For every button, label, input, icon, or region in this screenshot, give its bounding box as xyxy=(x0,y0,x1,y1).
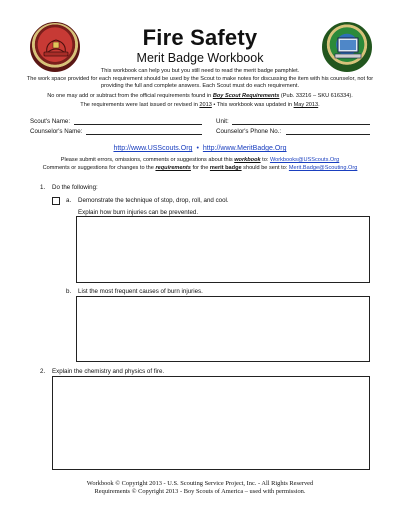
unit-field[interactable] xyxy=(232,124,370,125)
counselor-phone-label: Counselor's Phone No.: xyxy=(216,128,282,135)
merit-badge-email-link[interactable]: Merit.Badge@Scouting.Org xyxy=(288,165,358,171)
requirement-1b-text: List the most frequent causes of burn injuries. xyxy=(78,288,203,295)
requirement-1a-checkbox[interactable] xyxy=(52,197,60,205)
intro-line-5: The requirements were last issued or revised in 2013 • This workbook was updated in May 2013. xyxy=(80,102,320,108)
requirement-1a-letter: a. xyxy=(66,197,72,204)
scout-name-field[interactable] xyxy=(74,124,202,125)
requirement-2-answer-box[interactable] xyxy=(52,376,370,470)
intro-line-4: No one may add or subtract from the official requirements found in Boy Scout Requirements (Pub. 33216 – SKU 616334). xyxy=(47,93,353,99)
usscouts-link[interactable]: http://www.USScouts.Org xyxy=(113,145,193,152)
requirement-1a-text: Demonstrate the technique of stop, drop, roll, and cool. xyxy=(78,197,229,204)
workbooks-email-link[interactable]: Workbooks@USScouts.Org xyxy=(269,157,340,163)
requirement-1a-answer-box[interactable] xyxy=(76,216,370,283)
meritbadge-link[interactable]: http://www.MeritBadge.Org xyxy=(202,145,287,152)
scout-name-label: Scout's Name: xyxy=(30,118,71,125)
footer-copyright-workbook: Workbook © Copyright 2013 - U.S. Scouting Service Project, Inc. - All Rights Reserved xyxy=(86,480,314,487)
submit-line-1: Please submit errors, omissions, comments or suggestions about this workbook to: Workbooks@USScouts.Org xyxy=(60,157,340,163)
requirement-1a-subtext: Explain how burn injuries can be prevented. xyxy=(78,209,199,216)
link-separator: • xyxy=(196,145,199,152)
counselor-name-label: Counselor's Name: xyxy=(30,128,83,135)
intro-line-1: This workbook can help you but you still need to read the merit badge pamphlet. xyxy=(100,68,300,74)
counselor-phone-field[interactable] xyxy=(286,134,370,135)
counselor-name-field[interactable] xyxy=(86,134,202,135)
page-title: Fire Safety xyxy=(142,25,258,50)
requirement-1-number: 1. xyxy=(40,184,46,191)
requirement-1b-letter: b. xyxy=(66,288,72,295)
requirement-2-text: Explain the chemistry and physics of fire. xyxy=(52,368,165,375)
submit-line-2: Comments or suggestions for changes to the requirements for the merit badge should be sent to: Merit.Badge@Scouting.Org xyxy=(42,165,358,171)
requirement-1b-answer-box[interactable] xyxy=(76,296,370,362)
unit-label: Unit: xyxy=(216,118,229,125)
page-subtitle: Merit Badge Workbook xyxy=(136,51,264,65)
footer-copyright-requirements: Requirements © Copyright 2013 - Boy Scouts of America – used with permission. xyxy=(94,488,306,495)
intro-line-2: The work space provided for each requirement should be used by the Scout to make notes for discussing the item with his counselor, not for xyxy=(26,76,374,82)
requirement-2-number: 2. xyxy=(40,368,46,375)
website-links xyxy=(0,145,400,152)
requirement-1-text: Do the following: xyxy=(52,184,98,191)
intro-line-3: providing the full and complete answers. Each Scout must do each requirement. xyxy=(100,83,300,89)
